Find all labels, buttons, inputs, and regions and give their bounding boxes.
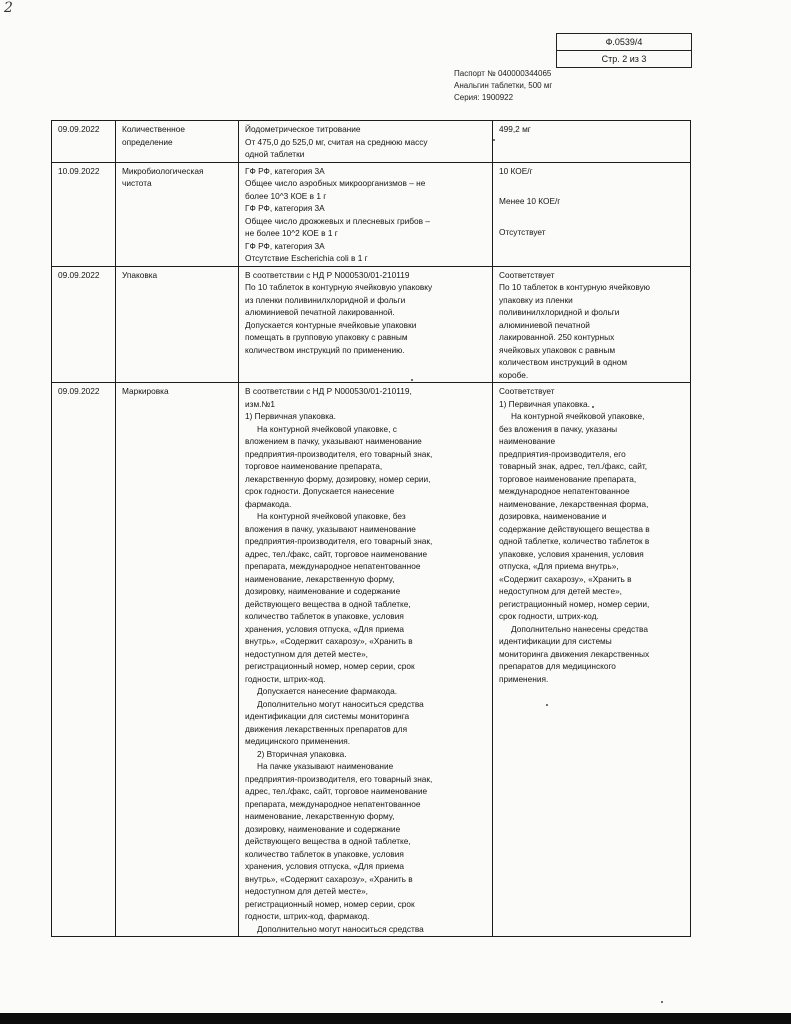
passport-header	[454, 68, 552, 104]
test-name-line: Количественное	[122, 124, 185, 134]
requirement-line: наименование, лекарственную форму,	[245, 573, 395, 584]
requirement-text	[239, 162, 493, 266]
requirement-line: помещать в групповую упаковку с равным	[245, 332, 408, 342]
test-date	[52, 162, 116, 266]
requirement-text	[239, 266, 493, 383]
test-date-text: 09.09.2022	[58, 386, 100, 396]
result-line: недоступном для детей месте»,	[499, 586, 622, 596]
requirement-line: годности, штрих-код.	[245, 673, 326, 684]
requirement-line: вложением в пачку, указывают наименование	[245, 436, 422, 446]
requirement-line: не более 10^2 КОЕ в 1 г	[245, 228, 338, 238]
requirement-line: адрес, тел./факс, сайт, торговое наименование	[245, 786, 428, 796]
result-line: применения.	[499, 673, 549, 684]
result-text	[493, 266, 691, 383]
requirement-line: хранения, условия отпуска, «Для приема	[245, 861, 404, 871]
result-line: одной таблетке, количество таблеток в	[499, 536, 650, 546]
page-counter: Стр. 2 из 3	[557, 50, 691, 67]
requirement-line: количество таблеток в упаковке, условия	[245, 611, 404, 621]
analysis-table	[51, 120, 691, 937]
requirement-line: На контурной ячейковой упаковке, без	[257, 511, 406, 521]
requirement-line: количество таблеток в упаковке, условия	[245, 848, 404, 859]
requirement-line: годности, штрих-код, фармакод.	[245, 911, 370, 921]
scan-edge-bar	[0, 1013, 791, 1024]
result-line: упаковку из пленки	[499, 294, 573, 305]
requirement-line: вложения в пачку, указывают наименование	[245, 523, 416, 534]
test-name	[116, 266, 239, 383]
requirement-line: От 475,0 до 525,0 мг, считая на среднюю массу	[245, 136, 428, 147]
result-line	[499, 217, 684, 226]
requirement-line: действующего вещества в одной таблетке,	[245, 598, 411, 609]
result-line: упаковке, условия хранения, условия	[499, 548, 644, 559]
requirement-line: ГФ РФ, категория 3А	[245, 240, 325, 251]
result-line: На контурной ячейковой упаковке,	[511, 411, 645, 421]
handwritten-page-mark: 2	[4, 0, 13, 16]
result-line: мониторинга движения лекарственных	[499, 648, 650, 659]
result-text	[493, 121, 691, 163]
requirement-line: ГФ РФ, категория 3А	[245, 203, 325, 213]
result-line: поливинилхлоридной и фольги	[499, 307, 620, 317]
result-line: Отсутствует	[499, 226, 546, 237]
requirement-line: алюминиевой печатной лакированной.	[245, 307, 395, 317]
requirement-line: Допускается нанесение фармакода.	[257, 686, 398, 696]
test-name-line: Упаковка	[122, 269, 158, 280]
result-line: ячейковых упаковок с равным	[499, 344, 616, 355]
test-name-line: Маркировка	[122, 386, 169, 396]
requirement-line: из пленки поливинилхлоридной и фольги	[245, 294, 406, 305]
requirement-line: Дополнительно могут наноситься средства	[257, 698, 424, 709]
form-code: Ф.0539/4	[605, 37, 643, 47]
requirement-line: адрес, тел./факс, сайт, торговое наименование	[245, 548, 428, 559]
result-line: предприятия-производителя, его	[499, 448, 626, 459]
requirement-line: дозировку, наименование и содержание	[245, 586, 401, 596]
passport-number: Паспорт № 040000344065	[454, 69, 552, 78]
result-line: Менее 10 КОЕ/г	[499, 196, 561, 206]
result-text	[493, 162, 691, 266]
form-code-box	[556, 33, 692, 68]
product-name: Анальгин таблетки, 500 мг	[454, 81, 553, 90]
requirement-line: 1) Первичная упаковка.	[245, 411, 336, 421]
result-line: алюминиевой печатной	[499, 319, 590, 330]
result-line: 10 КОЕ/г	[499, 165, 533, 176]
test-date-text: 09.09.2022	[58, 124, 100, 134]
requirement-line: предприятия-производителя, его товарный знак,	[245, 448, 433, 459]
requirement-line: лекарственную форму, дозировку, номер серии,	[245, 473, 431, 484]
result-line: срок годности, штрих-код.	[499, 611, 599, 621]
test-name	[116, 121, 239, 163]
result-line: международное непатентованное	[499, 486, 630, 496]
test-date-text: 10.09.2022	[58, 165, 100, 176]
result-line: 1) Первичная упаковка.	[499, 398, 590, 409]
result-line: количеством инструкций в одном	[499, 357, 628, 367]
result-line: наименование	[499, 436, 556, 446]
result-line	[499, 177, 684, 186]
requirement-line: количеством инструкций по применению.	[245, 344, 405, 355]
result-line: наименование, лекарственная форма,	[499, 498, 649, 509]
result-line: отпуска, «Для приема внутрь»,	[499, 561, 619, 571]
requirement-line: Дополнительно могут наноситься средства	[257, 923, 424, 934]
result-line: «Содержит сахарозу», «Хранить в	[499, 573, 632, 584]
requirement-line: внутрь», «Содержит сахарозу», «Хранить в	[245, 873, 413, 884]
requirement-line: хранения, условия отпуска, «Для приема	[245, 623, 404, 634]
test-date	[52, 266, 116, 383]
requirement-line: предприятия-производителя, его товарный знак,	[245, 773, 433, 784]
requirement-line: торговое наименование препарата,	[245, 461, 383, 471]
requirement-line: Допускается контурные ячейковые упаковки	[245, 319, 417, 330]
requirement-line: недоступном для детей месте»,	[245, 886, 368, 896]
requirement-line: одной таблетки	[245, 149, 305, 159]
requirement-text	[239, 383, 493, 937]
requirement-line: внутрь», «Содержит сахарозу», «Хранить в	[245, 636, 413, 646]
requirement-line: наименование, лекарственную форму,	[245, 811, 395, 821]
result-line: регистрационный номер, номер серии,	[499, 598, 650, 609]
result-line: препаратов для медицинского	[499, 661, 616, 671]
test-date-text: 09.09.2022	[58, 269, 100, 280]
table-row	[52, 162, 691, 266]
result-line: 499,2 мг	[499, 124, 531, 134]
result-text	[493, 383, 691, 937]
result-line: товарный знак, адрес, тел./факс, сайт,	[499, 461, 648, 471]
requirement-line: Отсутствие Escherichia coli в 1 г	[245, 253, 368, 263]
analysis-table-body	[52, 121, 691, 937]
result-line	[499, 186, 684, 195]
requirement-line: изм.№1	[245, 398, 275, 409]
series-number: Серия: 1900922	[454, 93, 514, 102]
result-line: коробе.	[499, 369, 529, 380]
requirement-line: срок годности. Допускается нанесение	[245, 486, 395, 496]
requirement-line: Общее число аэробных микроорганизмов – не	[245, 178, 426, 188]
result-line: По 10 таблеток в контурную ячейковую	[499, 282, 651, 292]
test-name-line: Микробиологическая	[122, 165, 204, 176]
test-name	[116, 383, 239, 937]
test-date	[52, 383, 116, 937]
result-line: Соответствует	[499, 386, 555, 396]
requirement-line: В соответствии с НД Р N000530/01-210119,	[245, 386, 412, 396]
requirement-line: регистрационный номер, номер серии, срок	[245, 661, 415, 671]
result-line: без вложения в пачку, указаны	[499, 423, 618, 434]
test-name-line: определение	[122, 136, 173, 147]
requirement-line: действующего вещества в одной таблетке,	[245, 836, 411, 846]
requirement-line: дозировку, наименование и содержание	[245, 823, 401, 834]
result-line: дозировка, наименование и	[499, 511, 607, 521]
requirement-text	[239, 121, 493, 163]
requirement-line: препарата, международное непатентованное	[245, 798, 421, 809]
result-line: идентификации для системы	[499, 636, 612, 646]
requirement-line: Общее число дрожжевых и плесневых грибов –	[245, 215, 430, 226]
table-row	[52, 383, 691, 937]
requirement-line: медицинского применения.	[245, 736, 351, 746]
requirement-line: Йодометрическое титрование	[245, 124, 361, 134]
requirement-line: более 10^3 КОЕ в 1 г	[245, 190, 327, 201]
test-name-line: чистота	[122, 178, 152, 188]
requirement-line: идентификации для системы мониторинга	[245, 711, 410, 721]
result-line: торговое наименование препарата,	[499, 473, 637, 484]
requirement-line: фармакода.	[245, 498, 292, 509]
test-date	[52, 121, 116, 163]
requirement-line: регистрационный номер, номер серии, срок	[245, 898, 415, 909]
requirement-line: препарата, международное непатентованное	[245, 561, 421, 571]
test-name	[116, 162, 239, 266]
result-line	[499, 208, 684, 217]
result-line: Соответствует	[499, 269, 555, 280]
requirement-line: недоступном для детей месте»,	[245, 648, 368, 659]
requirement-line: По 10 таблеток в контурную ячейковую упаковку	[245, 282, 433, 292]
requirement-line: В соответствии с НД Р N000530/01-210119	[245, 269, 410, 280]
requirement-line: ГФ РФ, категория 3А	[245, 165, 325, 176]
result-line: содержание действующего вещества в	[499, 523, 650, 534]
requirement-line: 2) Вторичная упаковка.	[257, 748, 347, 759]
requirement-line: На контурной ячейковой упаковке, с	[257, 423, 397, 434]
requirement-line: предприятия-производителя, его товарный знак,	[245, 536, 433, 546]
table-row	[52, 266, 691, 383]
requirement-line: движения лекарственных препаратов для	[245, 723, 408, 734]
result-line: лакированной. 250 контурных	[499, 332, 615, 342]
requirement-line: На пачке указывают наименование	[257, 761, 394, 771]
table-row	[52, 121, 691, 163]
result-line: Дополнительно нанесены средства	[511, 623, 648, 634]
